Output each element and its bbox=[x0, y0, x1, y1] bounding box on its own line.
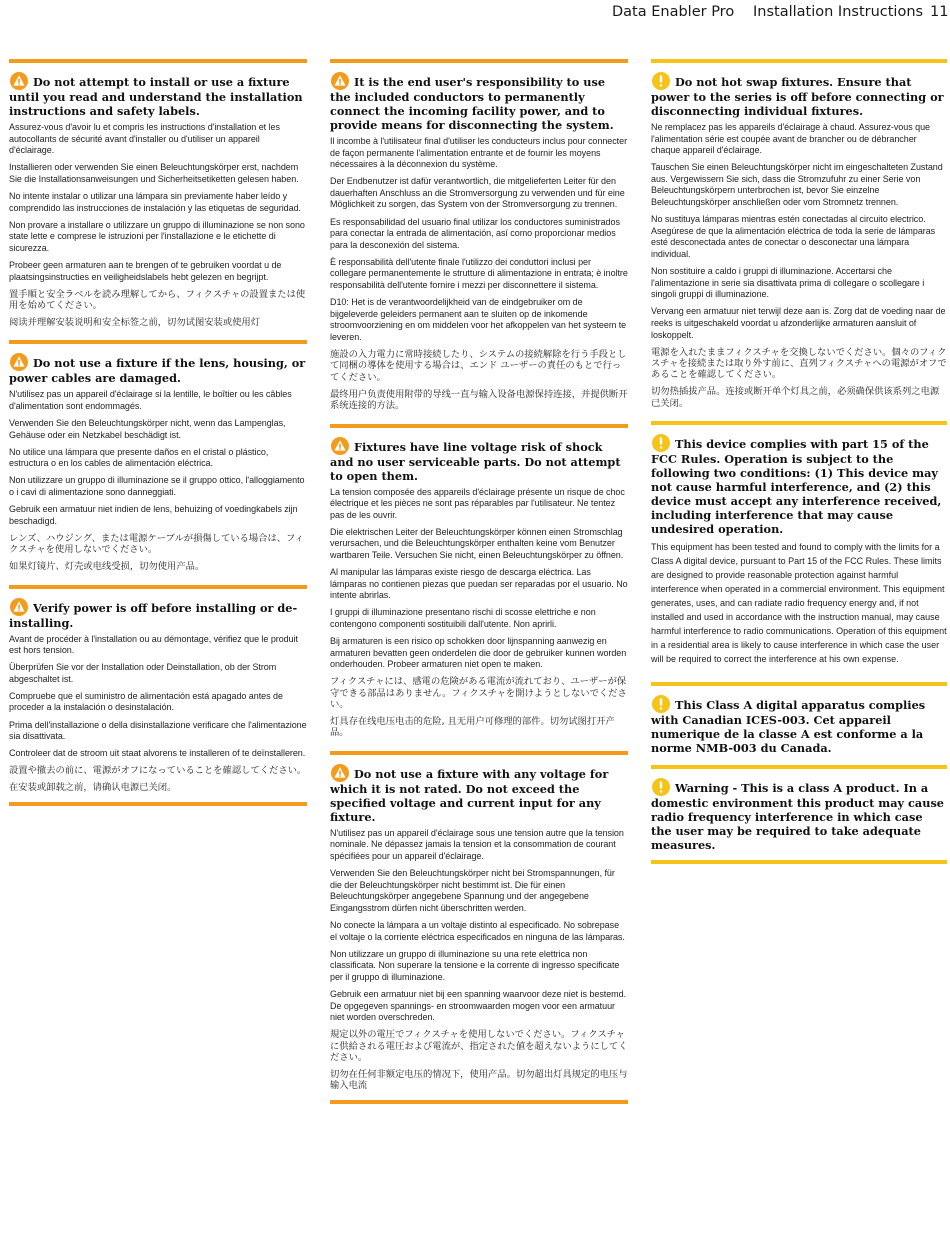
text-it: I gruppi di illuminazione presentano rischi di scosse elettriche e non contengono componenti sostituibili dall'utente. Non aprirli. bbox=[330, 607, 596, 629]
product-name: Data Enabler Pro bbox=[612, 4, 735, 20]
text-es: No sustituya lámparas mientras estén conectadas al circuito electrico. Asegúrese de que la alimentación eléctrica de toda la serie de lámparas esté desconectada antes de conectar o desconectar una lámpara individual. bbox=[651, 214, 936, 259]
text-fr: Ne remplacez pas les appareils d'éclairage à chaud. Assurez-vous que l'alimentation série est coupée avant de brancher ou de débrancher chaque appareil d'éclairage. bbox=[651, 122, 930, 156]
warning-title: Do not use a fixture with any voltage for which it is not rated. Do not exceed the specified voltage and current input for any fixture. bbox=[330, 766, 609, 824]
warning-block-rated-voltage bbox=[330, 751, 628, 1104]
text-ja: 設置や撤去の前に、電源がオフになっていることを確認してください。 bbox=[9, 765, 307, 777]
exclamation-circle-icon bbox=[651, 695, 671, 713]
text-zh: 切勿热插拔产品。连接或断开单个灯具之前，必须确保供该系列之电源已关闭。 bbox=[651, 386, 940, 409]
text-de: Installieren oder verwenden Sie einen Beleuchtungskörper erst, nachdem Sie die Installationsanweisungen und Sicherheitsetiketten gelesen haben. bbox=[9, 162, 299, 184]
warning-triangle-icon bbox=[330, 764, 350, 782]
text-fr: Avant de procéder à l'installation ou au démontage, vérifiez que le produit est hors tension. bbox=[9, 633, 298, 656]
warning-block-conductors bbox=[330, 59, 628, 412]
notice-title: This device complies with part 15 of the FCC Rules. Operation is subject to the following two conditions: (1) This device may not cause harmful interference, and (2) this device must accept any interference received, including interference that may cause undesired operation. bbox=[651, 437, 942, 537]
text-zh: 阅读并理解安装说明和安全标签之前，切勿试图安装或使用灯 bbox=[9, 316, 261, 328]
notice-block-ices bbox=[651, 682, 947, 755]
divider bbox=[330, 1100, 628, 1104]
text-de: Der Endbenutzer ist dafür verantwortlich, die mitgelieferten Leiter für den dauerhaften Anschluss an die Stromversorgung zu verwenden und für eine Möglichkeit zu sorgen, das System von der Stromversorgung zu trennen. bbox=[330, 176, 625, 210]
text-zh: 在安装或卸载之前，请确认电源已关闭。 bbox=[9, 782, 177, 794]
page-number: 11 bbox=[930, 4, 949, 20]
notice-title: This Class A digital apparatus complies with Canadian ICES-003. Cet appareil numerique de la classe A est conforme a la norme NMB-003 du Canada. bbox=[651, 698, 926, 756]
warning-title: It is the end user's responsibility to use the included conductors to permanently connect the incoming facility power, and to provide means for disconnecting the system. bbox=[330, 75, 614, 132]
text-nl: Probeer geen armaturen aan te brengen of te gebruiken voordat u de plaatsingsinstructies en veiligheidslabels hebt gelezen en begrijpt. bbox=[9, 259, 282, 282]
text-es: Es responsabilidad del usuario final utilizar los conductores suministrados para conectar la entrada de alimentación, así como proporcionar medios para la desconexión del sistema. bbox=[330, 216, 620, 250]
text-de: Die elektrischen Leiter der Beleuchtungskörper können einen Stromschlag verursachen, und die Beleuchtungskörper enthalten keine vom Benutzer wartbaren Teile. Versuchen Sie nicht, einen Beleuchtungskörper zu öffnen. bbox=[330, 526, 624, 560]
text-ja: 置手順と安全ラベルを読み理解してから、フィクスチャの設置または使用を始めてください。 bbox=[9, 288, 306, 312]
text-ja: 施設の入力電力に常時接続したり、システムの接続解除を行う手段として同梱の導体を使用する場合は、エンド ユーザーの責任のもとで行ってください。 bbox=[330, 349, 627, 383]
text-it: Non provare a installare o utilizzare un gruppo di illuminazione se non sono state lette e comprese le istruzioni per l'installazione e le etichette di sicurezza. bbox=[9, 219, 305, 253]
warning-title: Verify power is off before installing or de-installing. bbox=[9, 600, 298, 630]
notice-title: Warning - This is a class A product. In a domestic environment this product may cause radio frequency interference in which case the user may be required to take adequate measures. bbox=[651, 781, 944, 853]
divider bbox=[9, 802, 307, 806]
text-es: Compruebe que el suministro de alimentación está apagado antes de proceder a la instalación o desinstalación. bbox=[9, 690, 283, 713]
text-zh: 灯具存在线电压电击的危险, 且无用户可修理的部件。切勿试图打开产品。 bbox=[330, 716, 615, 739]
text-nl: Controleer dat de stroom uit staat alvorens te installeren of te deïnstalleren. bbox=[9, 748, 306, 759]
warning-title: Do not use a fixture if the lens, housing, or power cables are damaged. bbox=[9, 356, 306, 386]
fcc-body-text: This equipment has been tested and found to comply with the limits for a Class A digital device, pursuant to Part 15 of the FCC Rules. These limits are designed to provide reasonable protection against harmful interference when operated in a commercial environment. This equipment generates, uses, and can radiate radio frequency energy and, if not installed and used in accordance with the instruction manual, may cause harmful interference to radio communications. Operation of this equipment in a residential area is likely to cause interference in which case the user will be required to correct the interference at his own expense. bbox=[651, 542, 947, 665]
text-it: Prima dell'installazione o della disinstallazione verificare che l'alimentazione sia disattivata. bbox=[9, 719, 307, 742]
text-de: Verwenden Sie den Beleuchtungskörper nicht bei Stromspannungen, für die der Beleuchtungskörper nicht bestimmt ist. Die für einen Beleuchtungskörper angegebene Spannung und der angegebene Eingangsstrom dürfen nicht überschritten werden. bbox=[330, 868, 615, 913]
warning-block-read-instructions bbox=[9, 59, 307, 328]
text-it: Non utilizzare un gruppo di illuminazione su una rete elettrica non classificata. Non superare la tensione e la corrente di ingresso specificate per il gruppo di illuminazione. bbox=[330, 948, 620, 982]
exclamation-circle-icon bbox=[651, 778, 671, 796]
notice-block-fcc bbox=[651, 421, 947, 666]
text-fr: Assurez-vous d'avoir lu et compris les instructions d'installation et les autocollants de sécurité avant d'installer ou d'utiliser un appareil d'éclairage. bbox=[9, 122, 280, 156]
section-title: Installation Instructions bbox=[753, 4, 924, 20]
text-es: Al manipular las lámparas existe riesgo de descarga eléctrica. Las lámparas no contienen piezas que puedan ser reparadas por el usuario. No intente abrirlas. bbox=[330, 567, 628, 601]
text-ja: 電源を入れたままフィクスチャを交換しないでください。個々のフィクスチャを接続または取り外す前に、直列フィクスチャへの電源がオフであることを確認してください。 bbox=[651, 346, 947, 381]
column-3 bbox=[651, 59, 947, 864]
text-fr: N'utilisez pas un appareil d'éclairage si la lentille, le boîtier ou les câbles d'alimentation sont endommagés. bbox=[9, 389, 292, 411]
text-zh: 如果灯镜片、灯壳或电线受损，切勿使用产品。 bbox=[9, 561, 205, 573]
notice-block-class-a bbox=[651, 765, 947, 864]
text-nl: Gebruik een armatuur niet bij een spanning waarvoor deze niet is bestemd. De opgegeven spannings- en stroomwaarden mogen voor een armatuur niet worden overschreden. bbox=[330, 989, 627, 1023]
warning-triangle-icon bbox=[9, 598, 29, 616]
text-fr: La tension composée des appareils d'éclairage présente un risque de choc électrique et les pièces ne sont pas réparables par l'utilisateur. Ne tentez pas de les ouvrir. bbox=[330, 486, 625, 520]
text-nl: Gebruik een armatuur niet indien de lens, behuizing of voedingkabels zijn beschadigd. bbox=[9, 504, 298, 526]
text-zh: 最终用户负责使用附带的导线一直与输入设备电源保持连接，并提供断开系统连接的方法。 bbox=[330, 388, 628, 412]
warning-block-verify-power bbox=[9, 585, 307, 806]
text-es: No conecte la lámpara a un voltaje distinto al especificado. No sobrepase el voltaje o la corriente eléctrica especificados en ninguna de las lámparas. bbox=[330, 920, 625, 942]
text-ja: レンズ、ハウジング、または電源ケーブルが損傷している場合は、フィクスチャを使用しないでください。 bbox=[9, 532, 304, 556]
text-nl: D10: Het is de verantwoordelijkheid van de eindgebruiker om de bijgeleverde geleiders permanent aan te sluiten op de inkomende stroomvoorziening en om middelen voor het afkoppelen van het systeem te leveren. bbox=[330, 297, 627, 342]
notice-title: Do not hot swap fixtures. Ensure that power to the series is off before connecting or disconnecting individual fixtures. bbox=[651, 75, 944, 118]
text-it: Non utilizzare un gruppo di illuminazione se il gruppo ottico, l'alloggiamento o i cavi di alimentazione sono danneggiati. bbox=[9, 475, 305, 497]
text-fr: Il incombe à l'utilisateur final d'utiliser les conducteurs inclus pour connecter de façon permanente l'alimentation entrante et de fournir les moyens nécessaires à la déconnexion du système. bbox=[330, 136, 628, 170]
text-fr: N'utilisez pas un appareil d'éclairage sous une tension autre que la tension nominale. Ne dépassez jamais la tension et la consommation de courant spécifiées pour un appareil d'éclairage. bbox=[330, 827, 624, 862]
text-nl: Bij armaturen is een risico op schokken door lijnspanning aanwezig en armaturen bevatten geen onderdelen die door de gebruiker kunnen worden onderhouden. Probeer armaturen niet open te maken. bbox=[330, 636, 627, 670]
text-it: È responsabilità dell'utente finale l'utilizzo dei conduttori inclusi per collegare permanentemente le strutture di alimentazione in entrata; è inoltre responsabilità dell'utente fornire i mezzi per disconnettere il sistema. bbox=[330, 256, 628, 291]
text-de: Tauschen Sie einen Beleuchtungskörper nicht im eingeschalteten Zustand aus. Vergewissern Sie sich, dass die Stromzufuhr zu einer Serie von Beleuchtungskörpern unterbrochen ist, bevor Sie einzelne Beleuchtungskörper anschließen oder vom Stromnetz trennen. bbox=[651, 162, 943, 208]
text-es: No intente instalar o utilizar una lámpara sin previamente haber leído y comprendido las instrucciones de instalación y las etiquetas de seguridad. bbox=[9, 190, 301, 213]
exclamation-circle-icon bbox=[651, 434, 671, 452]
divider bbox=[651, 860, 947, 864]
text-ja: フィクスチャには、感電の危険がある電流が流れており、ユーザーが保守できる部品はありません。フィクスチャを開けようとしないでください。 bbox=[330, 676, 627, 711]
warning-block-damaged-fixture bbox=[9, 340, 307, 572]
warning-triangle-icon bbox=[9, 72, 29, 90]
notice-block-hot-swap bbox=[651, 59, 947, 409]
warning-title: Do not attempt to install or use a fixture until you read and understand the installation instructions and safety labels. bbox=[9, 75, 303, 118]
warning-triangle-icon bbox=[9, 353, 29, 371]
warning-triangle-icon bbox=[330, 437, 350, 455]
warning-block-line-voltage bbox=[330, 424, 628, 739]
text-es: No utilice una lámpara que presente daños en el cristal o plástico, estructura o en los cables de alimentación eléctrica. bbox=[9, 446, 269, 469]
exclamation-circle-icon bbox=[651, 72, 671, 90]
column-2 bbox=[330, 59, 628, 1104]
text-nl: Vervang een armatuur niet terwijl deze aan is. Zorg dat de voeding naar de reeks is uitgeschakeld voordat u afzonderlijke armaturen aansluit of loskoppelt. bbox=[651, 306, 946, 340]
text-de: Verwenden Sie den Beleuchtungskörper nicht, wenn das Lampenglas, Gehäuse oder ein Netzkabel beschädigt ist. bbox=[9, 418, 286, 440]
page-header bbox=[0, 4, 950, 26]
warning-title: Fixtures have line voltage risk of shock and no user serviceable parts. Do not attempt to open them. bbox=[330, 439, 621, 483]
warning-triangle-icon bbox=[330, 72, 350, 90]
text-ja: 規定以外の電圧でフィクスチャを使用しないでください。フィクスチャに供給される電圧および電流が、指定された値を超えないようにしてください。 bbox=[330, 1029, 628, 1064]
text-de: Überprüfen Sie vor der Installation oder Deinstallation, ob der Strom abgeschaltet ist. bbox=[9, 662, 277, 684]
column-1 bbox=[9, 59, 307, 806]
text-it: Non sostituire a caldo i gruppi di illuminazione. Accertarsi che l'alimentazione in serie sia disattivata prima di collegare o scollegare i singoli gruppi di illuminazione. bbox=[651, 266, 925, 300]
text-zh: 切勿在任何非额定电压的情况下，使用产品。切勿超出灯具规定的电压与输入电流 bbox=[330, 1069, 628, 1092]
